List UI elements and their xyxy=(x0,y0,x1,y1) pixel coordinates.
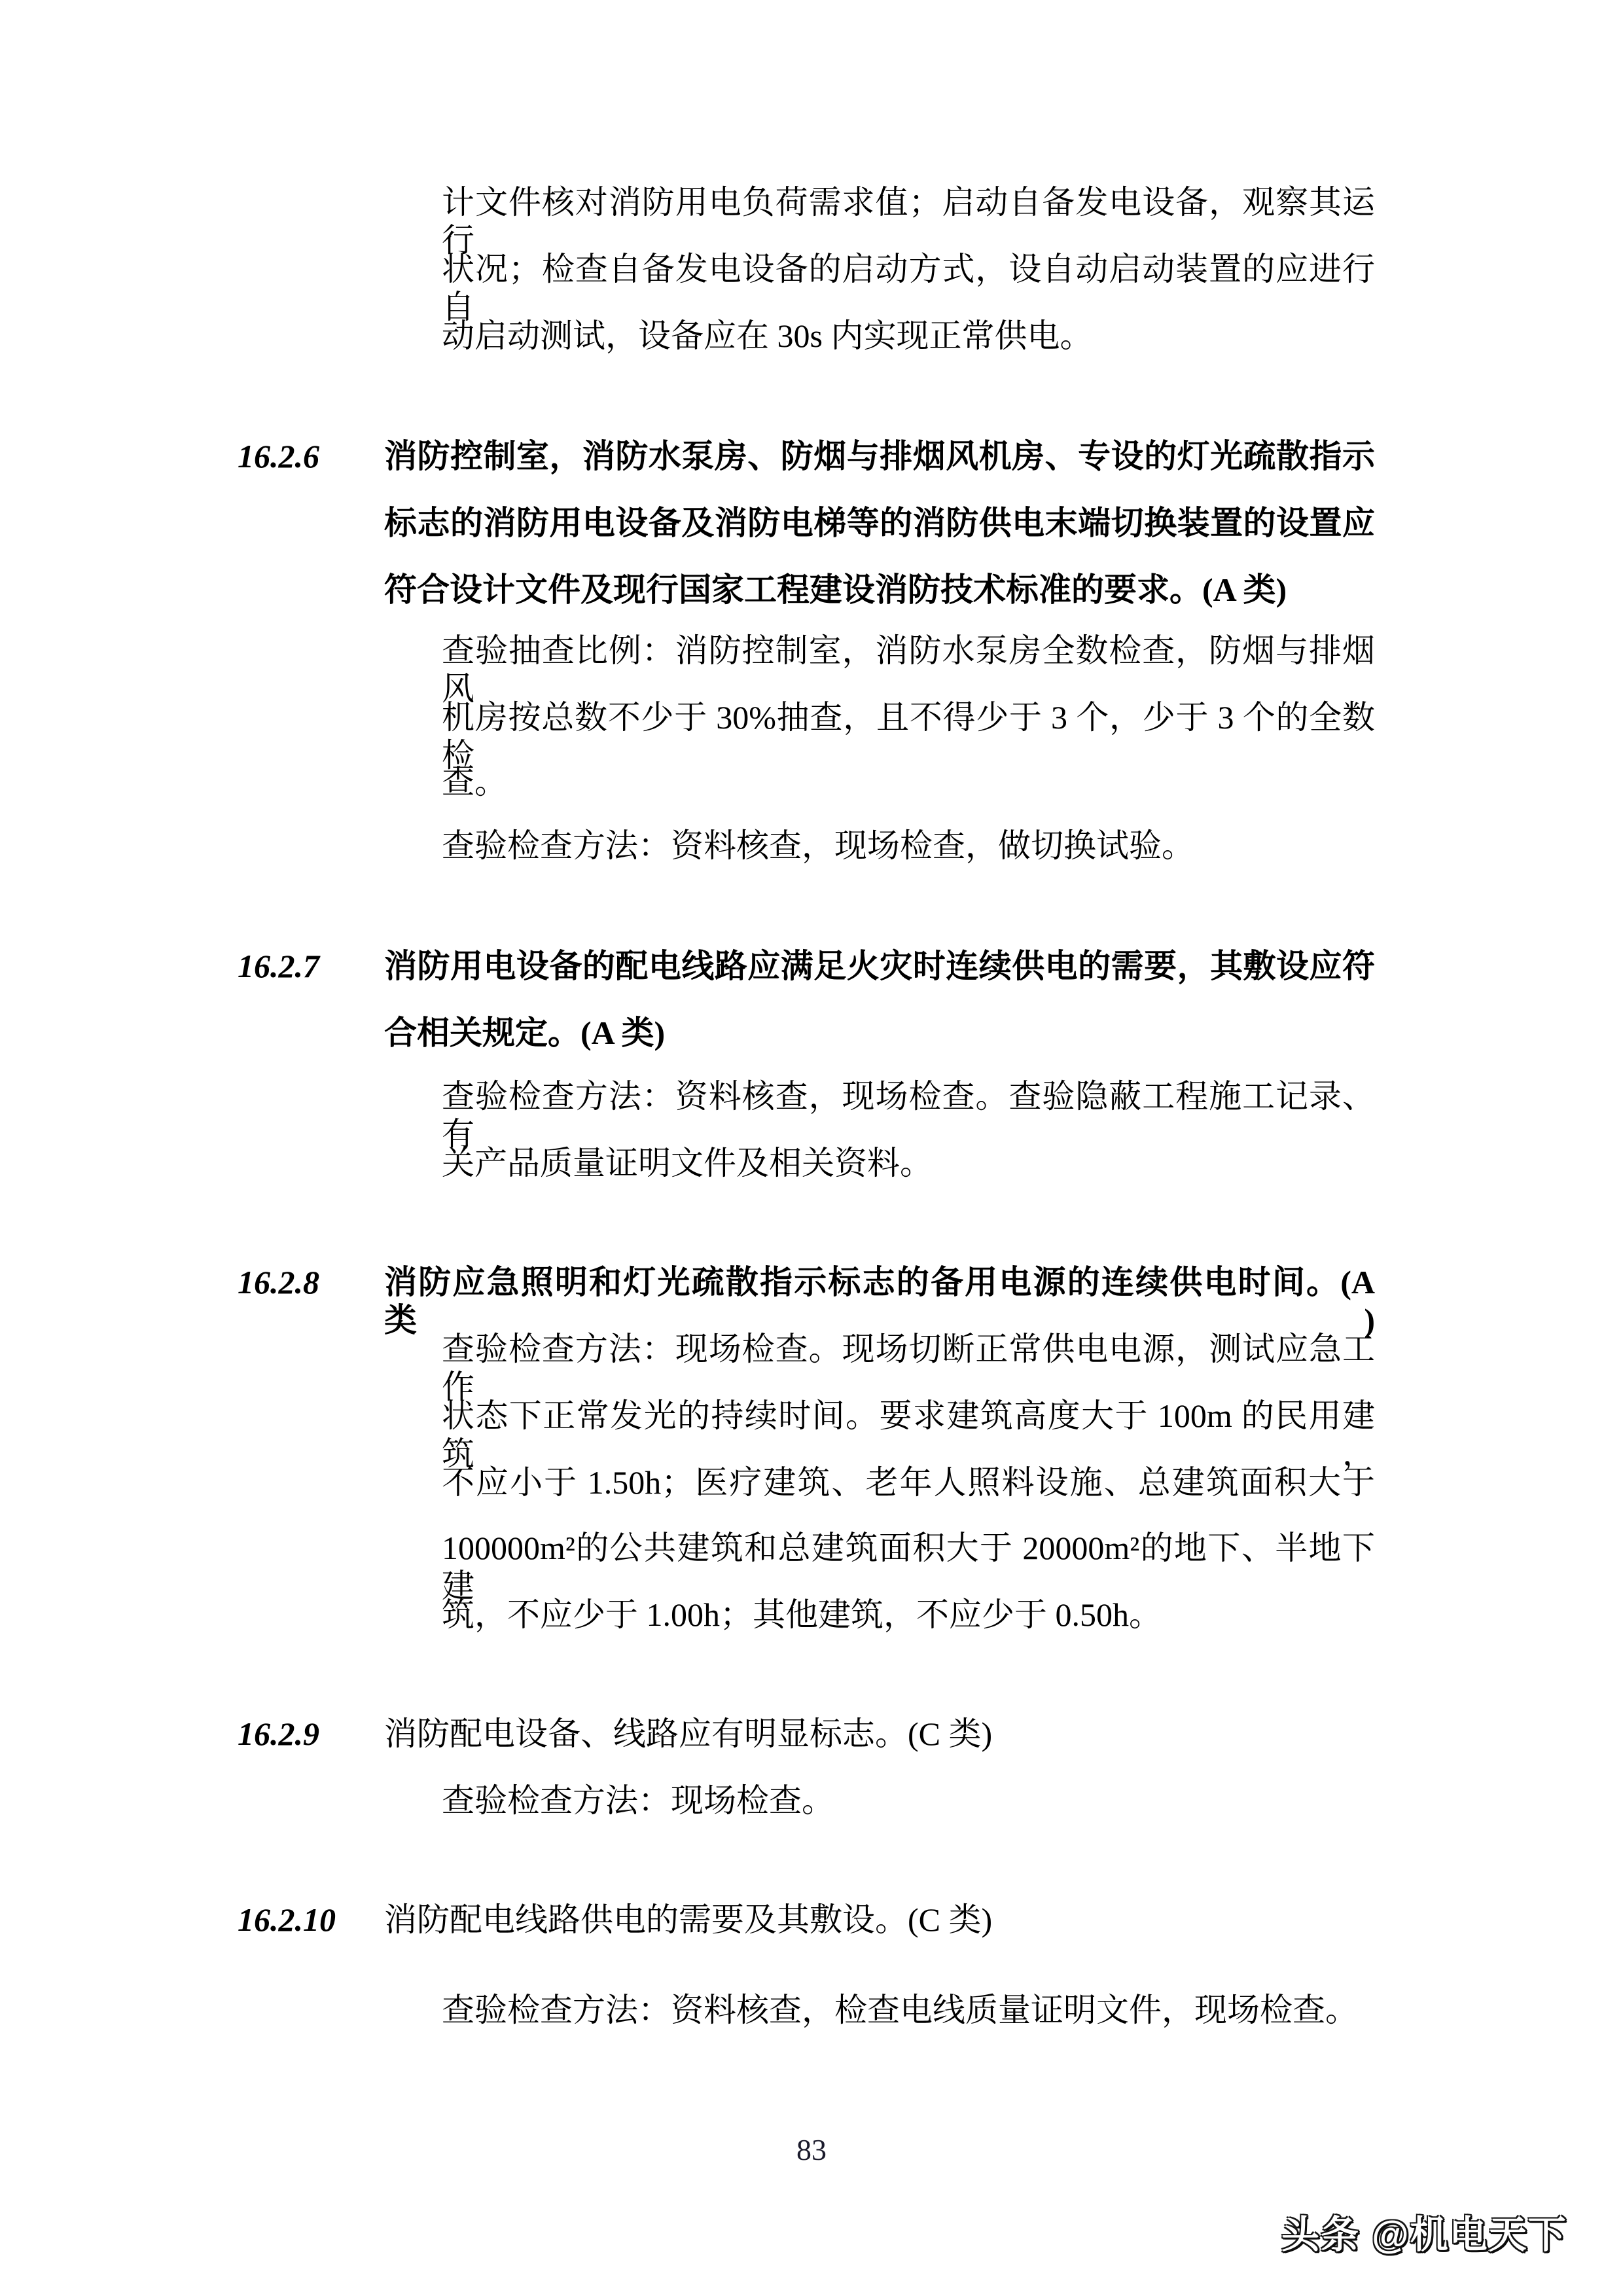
section-heading-line: 符合设计文件及现行国家工程建设消防技术标准的要求。(A 类) xyxy=(384,571,1287,608)
section-body-line: 查验检查方法：现场检查。现场切断正常供电电源，测试应急工作 xyxy=(442,1331,1375,1405)
section-body-line: 查验检查方法：资料核查，检查电线质量证明文件，现场检查。 xyxy=(442,1992,1358,2028)
section-heading-line: 消防用电设备的配电线路应满足火灾时连续供电的需要，其敷设应符 xyxy=(384,948,1375,984)
continuation-paragraph-line: 动启动测试，设备应在 30s 内实现正常供电。 xyxy=(442,317,1093,354)
section-heading-line: 消防应急照明和灯光疏散指示标志的备用电源的连续供电时间。(A 类) xyxy=(384,1264,1375,1338)
page-number: 83 xyxy=(796,2133,827,2166)
section-number: 16.2.8 xyxy=(238,1264,319,1300)
continuation-paragraph-line: 状况；检查自备发电设备的启动方式，设自动启动装置的应进行自 xyxy=(442,251,1375,325)
section-heading-line: 合相关规定。(A 类) xyxy=(384,1014,666,1051)
section-number: 16.2.9 xyxy=(238,1715,319,1752)
section-body-line: 查验检查方法：资料核查，现场检查，做切换试验。 xyxy=(442,827,1194,864)
section-body-line: 机房按总数不少于 30%抽查，且不得少于 3 个，少于 3 个的全数检 xyxy=(442,699,1375,774)
continuation-paragraph-line: 计文件核对消防用电负荷需求值；启动自备发电设备，观察其运行 xyxy=(442,184,1375,259)
section-body-line: 查验检查方法：现场检查。 xyxy=(442,1782,834,1819)
section-number: 16.2.10 xyxy=(238,1901,336,1938)
section-heading-line: 消防配电设备、线路应有明显标志。(C 类) xyxy=(384,1715,993,1752)
section-heading-line: 消防控制室，消防水泵房、防烟与排烟风机房、专设的灯光疏散指示 xyxy=(384,438,1375,475)
section-body-line: 状态下正常发光的持续时间。要求建筑高度大于 100m 的民用建筑， xyxy=(442,1397,1375,1472)
section-body-line: 查验检查方法：资料核查，现场检查。查验隐蔽工程施工记录、有 xyxy=(442,1078,1375,1153)
section-heading-line: 标志的消防用电设备及消防电梯等的消防供电末端切换装置的设置应 xyxy=(384,505,1375,541)
section-body-line: 查。 xyxy=(442,764,507,800)
section-body-line: 关产品质量证明文件及相关资料。 xyxy=(442,1145,933,1181)
section-number: 16.2.6 xyxy=(238,438,319,475)
section-body-line: 筑，不应少于 1.00h；其他建筑，不应少于 0.50h。 xyxy=(442,1596,1162,1633)
section-number: 16.2.7 xyxy=(238,948,319,984)
section-heading-line: 消防配电线路供电的需要及其敷设。(C 类) xyxy=(384,1901,993,1938)
section-body-line: 查验抽查比例：消防控制室，消防水泵房全数检查，防烟与排烟风 xyxy=(442,632,1375,707)
section-body-line: 不应小于 1.50h；医疗建筑、老年人照料设施、总建筑面积大于 xyxy=(442,1464,1375,1501)
watermark: 头条 @机电天下 xyxy=(1281,2214,1567,2256)
section-body-line: 100000m²的公共建筑和总建筑面积大于 20000m²的地下、半地下建 xyxy=(442,1530,1375,1604)
